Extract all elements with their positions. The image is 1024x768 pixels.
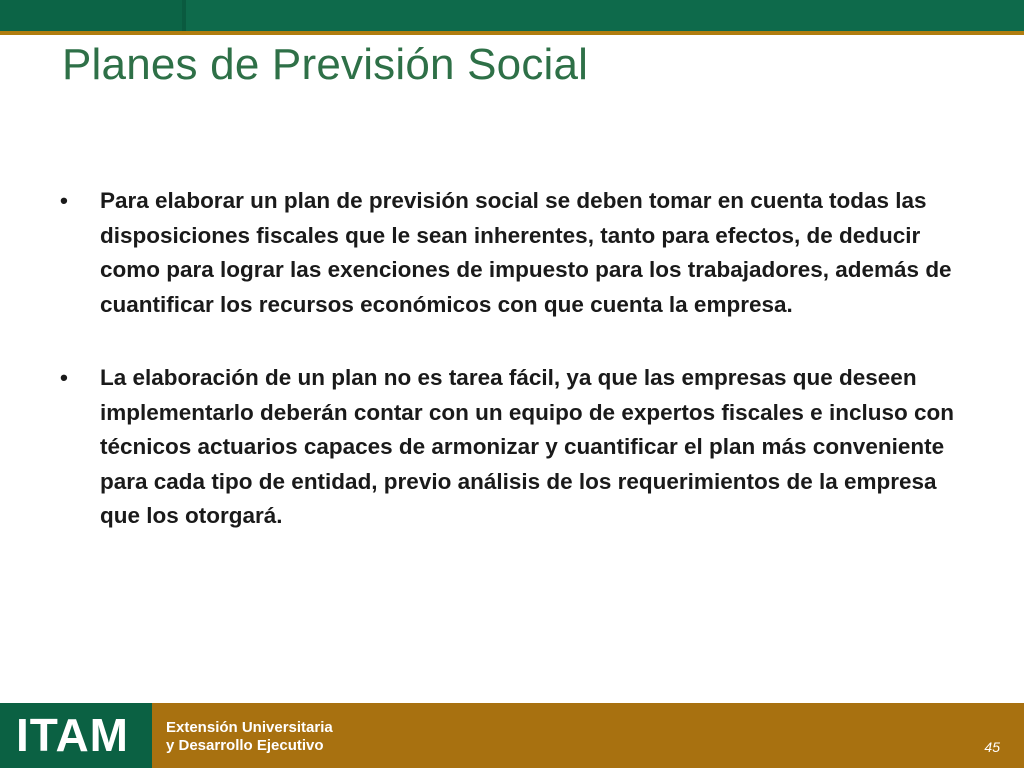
bullet-item [60,184,970,322]
itam-logo: ITAM [16,709,130,761]
footer-bar [0,703,1024,768]
header-gold-line [0,31,1024,35]
page-number: 45 [984,739,1000,755]
bullet-text: Para elaborar un plan de previsión social se deben tomar en cuenta todas las disposiciones fiscales que le sean inherentes, tanto para efectos, de deducir como para lograr las exenciones de impuesto para los trabajadores, además de cuantificar los recursos económicos con que cuenta la empresa. [100,188,952,317]
bullet-list [60,184,970,573]
bullet-icon: • [60,188,68,213]
bullet-text: La elaboración de un plan no es tarea fácil, ya que las empresas que deseen implementarlo deberán contar con un equipo de expertos fiscales e incluso con técnicos actuarios capaces de armonizar y cuantificar el plan más conveniente para cada tipo de entidad, previo análisis de los requerimientos de la empresa que los otorgará. [100,365,954,528]
top-bar [0,0,1024,31]
institution-name [166,719,333,755]
itam-logo-block [0,703,152,768]
slide-title: Planes de Previsión Social [62,40,589,89]
institution-line-1: Extensión Universitaria [166,719,333,736]
institution-line-2: y Desarrollo Ejecutivo [166,737,324,754]
top-bar-divider [182,0,186,31]
top-bar-segment [0,0,182,31]
bullet-icon: • [60,365,68,390]
bullet-item [60,361,970,534]
